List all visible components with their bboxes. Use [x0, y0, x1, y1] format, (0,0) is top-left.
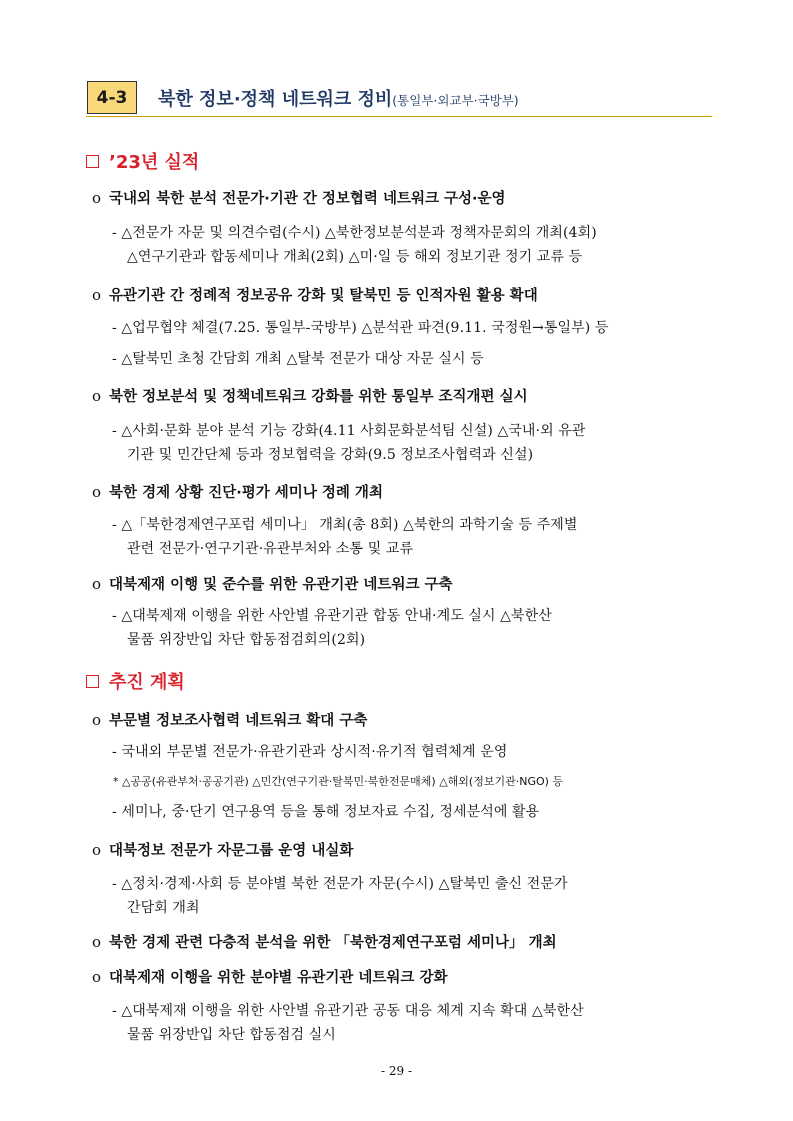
page-number: - 29 - — [380, 1064, 412, 1078]
detail-line: - △업무협약 체결(7.25. 통일부-국방부) △분석관 파견(9.11. 국정원→통일부) 등 — [112, 320, 609, 336]
detail-line: - △사회·문화 분야 분석 기능 강화(4.11 사회문화분석팀 신설) △국내·외 유관 — [112, 423, 586, 439]
heading-plan: 추진 계획 — [86, 668, 185, 694]
detail-line: - △탈북민 초청 간담회 개최 △탈북 전문가 대상 자문 실시 등 — [112, 351, 484, 367]
checkbox-square-icon — [86, 675, 99, 688]
section-title-main: 북한 정보·정책 네트워크 정비 — [158, 89, 393, 110]
detail-line: - △대북제재 이행을 위한 사안별 유관기관 공동 대응 체계 지속 확대 △북한산 — [112, 1003, 584, 1019]
detail-line: 물품 위장반입 차단 합동점검회의(2회) — [127, 632, 366, 648]
detail-line: - △정치·경제·사회 등 분야별 북한 전문가 자문(수시) △탈북민 출신 전문가 — [112, 876, 568, 892]
detail-line: 물품 위장반입 차단 합동점검 실시 — [127, 1027, 336, 1043]
detail-line: - △전문가 자문 및 의견수렴(수시) △북한정보분석분과 정책자문회의 개최(4회) — [112, 225, 597, 241]
section-title — [158, 85, 519, 111]
section-number-badge: 4-3 — [87, 81, 137, 114]
detail-line: - △대북제재 이행을 위한 사안별 유관기관 합동 안내·계도 실시 △북한산 — [112, 608, 552, 624]
footnote-line: * △공공(유관부처·공공기관) △민간(연구기관·탈북민·북한전문매체) △해외(정보기관·NGO) 등 — [113, 775, 564, 788]
bullet-item: o 북한 경제 관련 다층적 분석을 위한 「북한경제연구포럼 세미나」 개최 — [92, 933, 557, 951]
bullet-item: o 대북정보 전문가 자문그룹 운영 내실화 — [92, 841, 354, 859]
heading-2023-results: ’23년 실적 — [86, 148, 199, 174]
bullet-item: o 북한 정보분석 및 정책네트워크 강화를 위한 통일부 조직개편 실시 — [92, 387, 528, 405]
checkbox-square-icon — [86, 155, 99, 168]
section-header — [86, 79, 712, 117]
detail-line: - 국내외 부문별 전문가·유관기관과 상시적·유기적 협력체계 운영 — [112, 744, 508, 760]
bullet-item: o 유관기관 간 정례적 정보공유 강화 및 탈북민 등 인적자원 활용 확대 — [92, 286, 538, 304]
bullet-item: o 대북제재 이행 및 준수를 위한 유관기관 네트워크 구축 — [92, 575, 453, 593]
detail-line: - △「북한경제연구포럼 세미나」 개최(총 8회) △북한의 과학기술 등 주제별 — [112, 517, 578, 533]
bullet-item: o 부문별 정보조사협력 네트워크 확대 구축 — [92, 711, 368, 729]
detail-line: - 세미나, 중·단기 연구용역 등을 통해 정보자료 수집, 정세분석에 활용 — [112, 804, 540, 820]
bullet-item: o 대북제재 이행을 위한 분야별 유관기관 네트워크 강화 — [92, 968, 448, 986]
header-underline — [86, 116, 712, 117]
bullet-item: o 북한 경제 상황 진단·평가 세미나 정례 개최 — [92, 483, 383, 501]
detail-line: 관련 전문가·연구기관·유관부처와 소통 및 교류 — [127, 541, 414, 557]
detail-line: 기관 및 민간단체 등과 정보협력을 강화(9.5 정보조사협력과 신설) — [127, 447, 534, 463]
bullet-item: o 국내외 북한 분석 전문가·기관 간 정보협력 네트워크 구성·운영 — [92, 189, 506, 207]
detail-line: 간담회 개최 — [127, 900, 200, 916]
section-title-ministries: (통일부·외교부·국방부) — [392, 93, 519, 108]
detail-line: △연구기관과 합동세미나 개최(2회) △미·일 등 해외 정보기관 정기 교류 등 — [127, 249, 583, 265]
